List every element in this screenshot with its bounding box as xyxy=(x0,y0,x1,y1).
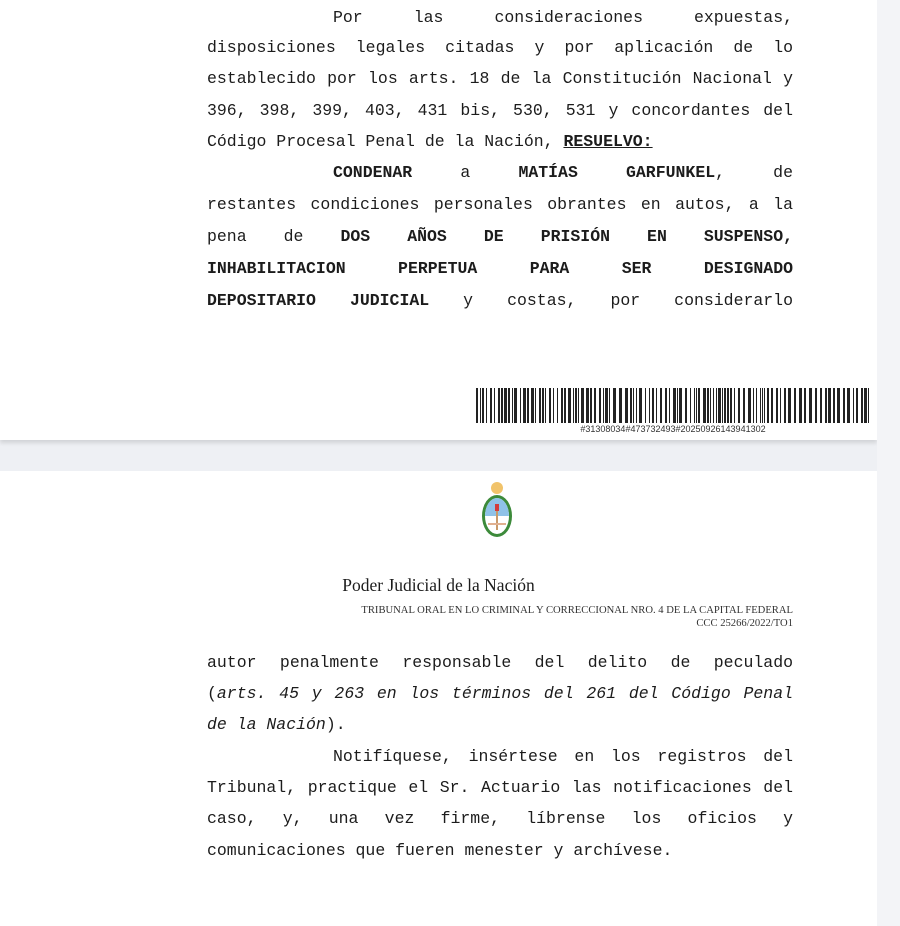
barcode-bar xyxy=(764,388,765,423)
barcode-bar xyxy=(545,388,546,423)
text-line xyxy=(207,714,793,736)
viewer-scroll-gutter xyxy=(877,0,900,926)
barcode-bar xyxy=(656,388,657,423)
barcode-bar xyxy=(734,388,735,423)
barcode-bar xyxy=(490,388,492,423)
text-segment: a xyxy=(412,163,519,182)
barcode-bar xyxy=(710,388,711,423)
barcode-bar xyxy=(847,388,850,423)
barcode-bar xyxy=(679,388,682,423)
case-number: CCC 25266/2022/TO1 xyxy=(696,618,793,629)
barcode-bar xyxy=(573,388,574,423)
text-segment: Código Procesal Penal de la Nación, xyxy=(207,132,564,151)
barcode-bar xyxy=(718,388,721,423)
barcode-bar xyxy=(820,388,822,423)
barcode-bar xyxy=(645,388,646,423)
document-page-2 xyxy=(0,471,877,926)
barcode-bar xyxy=(482,388,484,423)
barcode-bar xyxy=(696,388,697,423)
text-line xyxy=(207,68,793,90)
text-line xyxy=(207,131,793,153)
barcode-bar xyxy=(756,388,757,423)
barcode-bar xyxy=(861,388,863,423)
barcode-bar xyxy=(564,388,566,423)
barcode-bar xyxy=(575,388,577,423)
text-segment: MATÍAS GARFUNKEL xyxy=(518,163,716,182)
text-segment: de la Nación xyxy=(207,715,326,734)
barcode-bar xyxy=(727,388,729,423)
text-segment: restantes condiciones personales obrantes en autos, a la xyxy=(207,195,793,214)
barcode-bar xyxy=(694,388,695,423)
barcode-bar xyxy=(753,388,754,423)
text-segment: DOS AÑOS DE PRISIÓN EN SUSPENSO, xyxy=(340,227,793,246)
text-line xyxy=(333,7,793,29)
barcode-bar xyxy=(539,388,541,423)
text-line xyxy=(207,777,793,799)
barcode-bar xyxy=(730,388,732,423)
barcode-bar xyxy=(480,388,481,423)
barcode-bar xyxy=(594,388,596,423)
barcode-bar xyxy=(690,388,691,423)
barcode-bar xyxy=(743,388,745,423)
barcode-bar xyxy=(498,388,500,423)
text-segment: ). xyxy=(325,715,346,734)
barcode-bar xyxy=(504,388,507,423)
text-segment: establecido por los arts. 18 de la Constitución Nacional y xyxy=(207,69,793,88)
text-line xyxy=(207,683,793,705)
barcode-bar xyxy=(609,388,610,423)
barcode-bar xyxy=(825,388,827,423)
barcode-bar xyxy=(864,388,867,423)
barcode-bar xyxy=(652,388,654,423)
barcode-bar xyxy=(581,388,584,423)
text-segment: , de xyxy=(715,163,793,182)
document-page-1 xyxy=(0,0,877,440)
barcode-bar xyxy=(633,388,634,423)
barcode-bar xyxy=(837,388,840,423)
barcode-bar xyxy=(784,388,786,423)
barcode-bar xyxy=(605,388,608,423)
barcode-bar xyxy=(669,388,670,423)
barcode-bar xyxy=(660,388,662,423)
barcode-bar xyxy=(619,388,622,423)
text-segment: Por las consideraciones expuestas, xyxy=(333,8,793,27)
barcode-bar xyxy=(486,388,487,423)
text-segment: caso, y, una vez firme, líbrense los oficios y xyxy=(207,809,793,828)
text-line xyxy=(207,652,793,674)
barcode-bar xyxy=(590,388,592,423)
barcode-bar xyxy=(527,388,529,423)
text-line xyxy=(207,100,793,122)
barcode-bar xyxy=(828,388,831,423)
barcode-bar xyxy=(738,388,740,423)
text-segment: RESUELVO: xyxy=(563,132,653,151)
barcode-bar xyxy=(476,388,478,423)
barcode-bar xyxy=(843,388,845,423)
barcode-bar xyxy=(722,388,723,423)
barcode-bar xyxy=(724,388,726,423)
barcode-bar xyxy=(685,388,687,423)
barcode-bar xyxy=(586,388,589,423)
barcode-bar xyxy=(833,388,835,423)
barcode-bar xyxy=(531,388,534,423)
barcode-bar xyxy=(557,388,558,423)
text-segment: CONDENAR xyxy=(333,163,413,182)
barcode-bar xyxy=(809,388,812,423)
barcode-bar xyxy=(578,388,579,423)
argentina-coat-of-arms-icon xyxy=(475,480,519,546)
text-segment: INHABILITACION PERPETUA PARA SER DESIGNADO xyxy=(207,259,793,278)
text-segment: arts. 45 y 263 en los términos del 261 del Código Penal xyxy=(216,684,793,703)
barcode-bar xyxy=(748,388,751,423)
barcode-bar xyxy=(625,388,628,423)
barcode-number: #31308034#473732493#20250926143941302 xyxy=(580,424,766,434)
barcode-bar xyxy=(698,388,700,423)
barcode-bar xyxy=(799,388,802,423)
barcode-bar xyxy=(523,388,526,423)
barcode-bar xyxy=(815,388,817,423)
barcode-bar xyxy=(804,388,806,423)
barcode-bar xyxy=(561,388,563,423)
text-line xyxy=(207,258,793,280)
barcode-bar xyxy=(613,388,616,423)
barcode-bar xyxy=(549,388,551,423)
barcode xyxy=(476,388,870,423)
text-line xyxy=(207,194,793,216)
text-line xyxy=(207,290,793,312)
barcode-bar xyxy=(760,388,761,423)
barcode-bar xyxy=(514,388,517,423)
tribunal-name: TRIBUNAL ORAL EN LO CRIMINAL Y CORRECCIONAL NRO. 4 DE LA CAPITAL FEDERAL xyxy=(361,605,793,616)
barcode-bar xyxy=(762,388,763,423)
barcode-bar xyxy=(508,388,510,423)
barcode-bar xyxy=(512,388,513,423)
barcode-bar xyxy=(639,388,642,423)
barcode-bar xyxy=(553,388,554,423)
barcode-bar xyxy=(665,388,667,423)
barcode-bar xyxy=(794,388,796,423)
text-line xyxy=(333,746,793,768)
text-line xyxy=(207,37,793,59)
barcode-bar xyxy=(716,388,717,423)
text-segment: Notifíquese, insértese en los registros del xyxy=(333,747,793,766)
barcode-bar xyxy=(707,388,709,423)
barcode-bar xyxy=(767,388,769,423)
text-line xyxy=(207,808,793,830)
text-segment: DEPOSITARIO JUDICIAL xyxy=(207,291,430,310)
barcode-bar xyxy=(501,388,503,423)
text-segment: ( xyxy=(207,684,217,703)
barcode-bar xyxy=(868,388,869,423)
text-line xyxy=(207,226,793,248)
barcode-bar xyxy=(494,388,495,423)
barcode-bar xyxy=(776,388,778,423)
text-segment: autor penalmente responsable del delito de peculado xyxy=(207,653,793,672)
text-segment: pena de xyxy=(207,227,341,246)
tribunal-header xyxy=(180,604,793,630)
barcode-bar xyxy=(771,388,773,423)
barcode-bar xyxy=(713,388,714,423)
barcode-bar xyxy=(599,388,601,423)
barcode-bar xyxy=(853,388,854,423)
barcode-bar xyxy=(780,388,781,423)
barcode-bar xyxy=(788,388,791,423)
barcode-bar xyxy=(649,388,650,423)
barcode-bar xyxy=(520,388,521,423)
text-line xyxy=(333,162,793,184)
barcode-bar xyxy=(673,388,676,423)
barcode-bar xyxy=(630,388,632,423)
barcode-bar xyxy=(636,388,637,423)
barcode-bar xyxy=(542,388,544,423)
barcode-bar xyxy=(603,388,604,423)
court-name: Poder Judicial de la Nación xyxy=(342,575,535,595)
barcode-bar xyxy=(568,388,571,423)
barcode-bar xyxy=(677,388,678,423)
barcode-bar xyxy=(703,388,706,423)
text-segment: comunicaciones que fueren menester y archívese. xyxy=(207,841,673,860)
barcode-bar xyxy=(856,388,858,423)
text-segment: disposiciones legales citadas y por aplicación de lo xyxy=(207,38,793,57)
text-segment: 396, 398, 399, 403, 431 bis, 530, 531 y concordantes del xyxy=(207,101,793,120)
text-line xyxy=(207,840,793,862)
text-segment: Tribunal, practique el Sr. Actuario las notificaciones del xyxy=(207,778,793,797)
barcode-bar xyxy=(535,388,536,423)
text-segment: y costas, por considerarlo xyxy=(429,291,793,310)
